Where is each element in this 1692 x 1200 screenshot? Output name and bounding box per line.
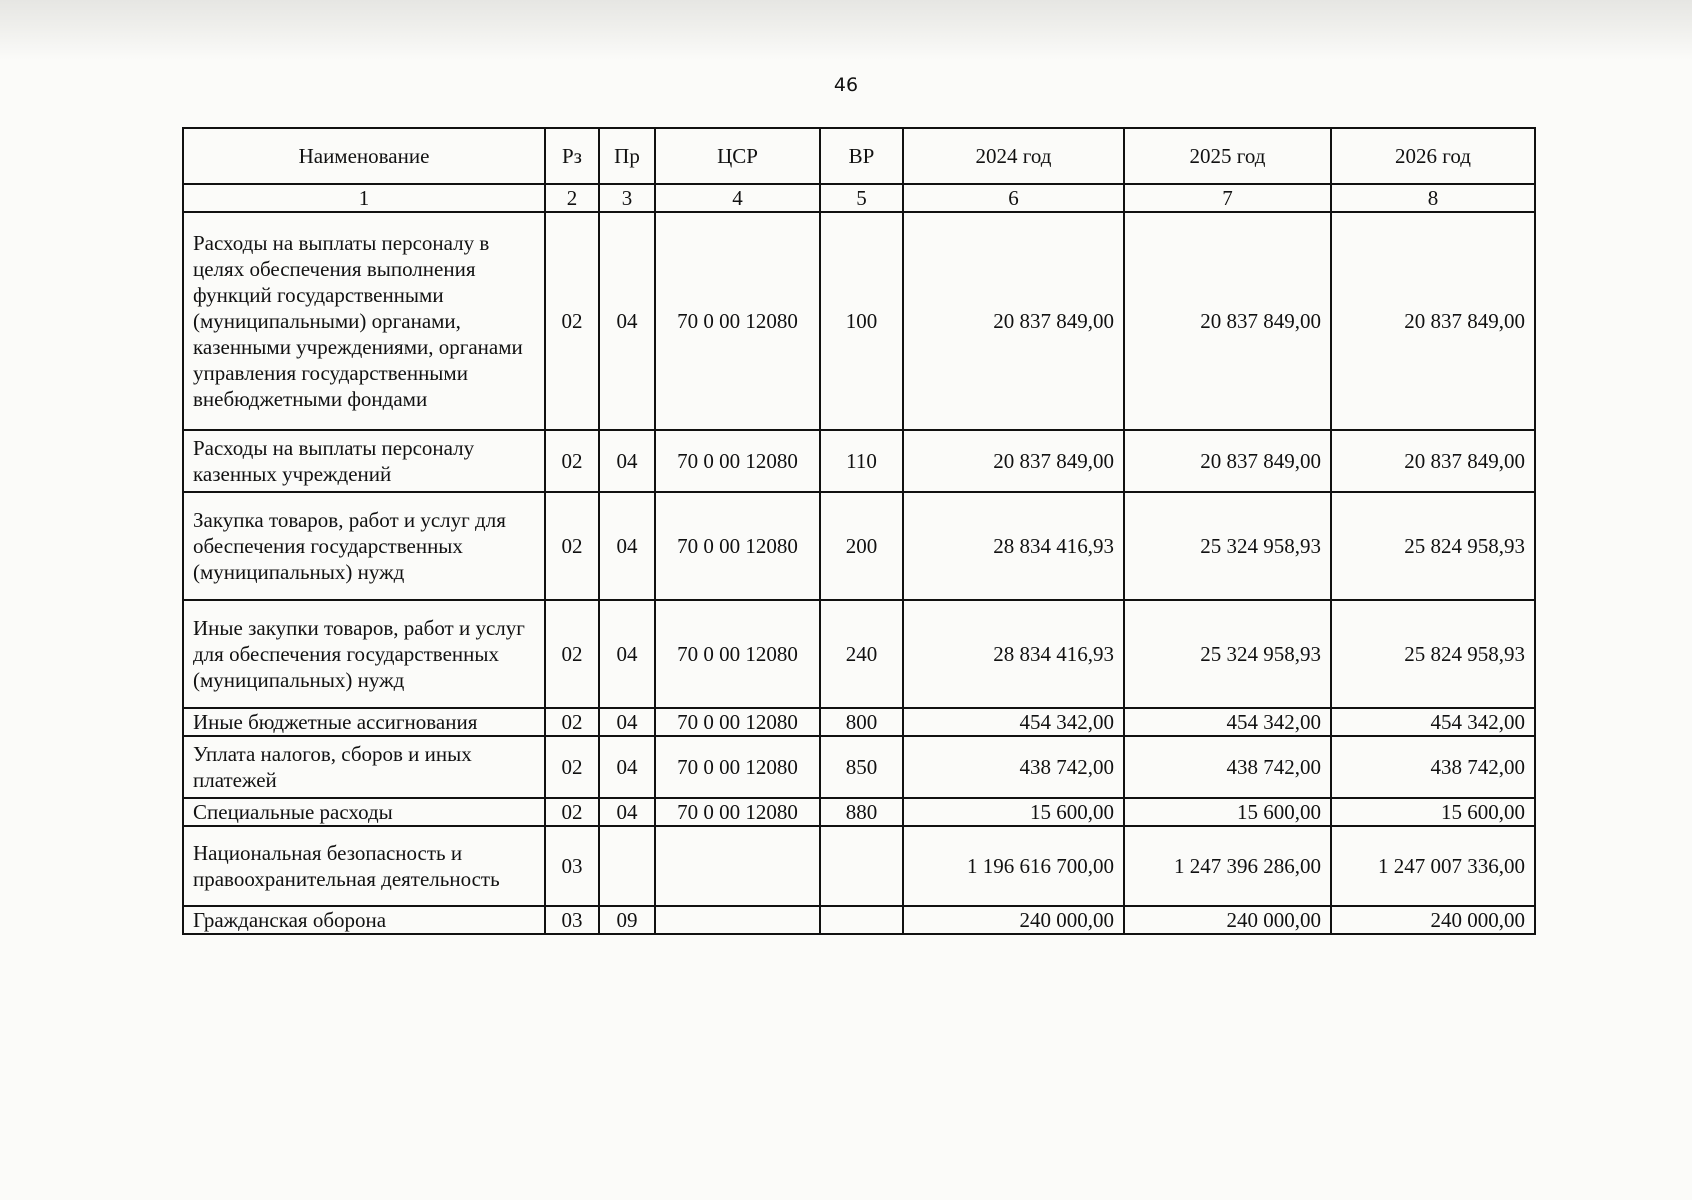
table-row [183, 906, 1535, 934]
cell-2026: 240 000,00 [1331, 906, 1535, 934]
column-number: 1 [183, 184, 545, 212]
header-vr: ВР [820, 128, 903, 184]
cell-rz: 03 [545, 906, 599, 934]
cell-csr: 70 0 00 12080 [655, 430, 820, 492]
cell-csr: 70 0 00 12080 [655, 492, 820, 600]
cell-vr: 200 [820, 492, 903, 600]
budget-table [182, 127, 1536, 935]
cell-2026: 454 342,00 [1331, 708, 1535, 736]
header-2026: 2026 год [1331, 128, 1535, 184]
cell-2025: 25 324 958,93 [1124, 492, 1331, 600]
cell-vr [820, 826, 903, 906]
cell-rz: 02 [545, 798, 599, 826]
cell-name: Иные бюджетные ассигнования [183, 708, 545, 736]
table-row [183, 492, 1535, 600]
column-number: 2 [545, 184, 599, 212]
column-number-row [183, 184, 1535, 212]
cell-csr [655, 906, 820, 934]
cell-2024: 240 000,00 [903, 906, 1124, 934]
table-row [183, 430, 1535, 492]
cell-pr: 04 [599, 492, 655, 600]
cell-2024: 28 834 416,93 [903, 492, 1124, 600]
cell-pr: 04 [599, 736, 655, 798]
table-row [183, 600, 1535, 708]
cell-pr: 04 [599, 430, 655, 492]
cell-rz: 02 [545, 736, 599, 798]
cell-2025: 15 600,00 [1124, 798, 1331, 826]
page-number: 46 [833, 74, 859, 96]
cell-2026: 15 600,00 [1331, 798, 1535, 826]
cell-2026: 25 824 958,93 [1331, 600, 1535, 708]
cell-csr [655, 826, 820, 906]
header-pr: Пр [599, 128, 655, 184]
cell-2026: 20 837 849,00 [1331, 212, 1535, 430]
column-number: 6 [903, 184, 1124, 212]
cell-2026: 20 837 849,00 [1331, 430, 1535, 492]
cell-2025: 20 837 849,00 [1124, 430, 1331, 492]
scan-edge-shading [0, 0, 1692, 60]
cell-2025: 454 342,00 [1124, 708, 1331, 736]
cell-vr: 880 [820, 798, 903, 826]
column-number: 7 [1124, 184, 1331, 212]
cell-2026: 438 742,00 [1331, 736, 1535, 798]
cell-vr: 110 [820, 430, 903, 492]
cell-csr: 70 0 00 12080 [655, 600, 820, 708]
cell-rz: 02 [545, 430, 599, 492]
column-number: 5 [820, 184, 903, 212]
column-number: 4 [655, 184, 820, 212]
table-row [183, 798, 1535, 826]
cell-2025: 1 247 396 286,00 [1124, 826, 1331, 906]
header-row [183, 128, 1535, 184]
cell-name: Расходы на выплаты персоналу в целях обеспечения выполнения функций государственными (муниципальными) органами, казенными учреждениями, органами управления государственными внебюджетными фондами [183, 212, 545, 430]
cell-2026: 1 247 007 336,00 [1331, 826, 1535, 906]
table-row [183, 212, 1535, 430]
cell-2024: 454 342,00 [903, 708, 1124, 736]
cell-2024: 20 837 849,00 [903, 212, 1124, 430]
cell-csr: 70 0 00 12080 [655, 708, 820, 736]
header-rz: Рз [545, 128, 599, 184]
cell-rz: 02 [545, 708, 599, 736]
header-2025: 2025 год [1124, 128, 1331, 184]
cell-csr: 70 0 00 12080 [655, 736, 820, 798]
cell-2024: 1 196 616 700,00 [903, 826, 1124, 906]
cell-name: Закупка товаров, работ и услуг для обеспечения государственных (муниципальных) нужд [183, 492, 545, 600]
cell-name: Специальные расходы [183, 798, 545, 826]
cell-2024: 438 742,00 [903, 736, 1124, 798]
cell-name: Национальная безопасность и правоохранительная деятельность [183, 826, 545, 906]
cell-csr: 70 0 00 12080 [655, 212, 820, 430]
cell-csr: 70 0 00 12080 [655, 798, 820, 826]
cell-2024: 15 600,00 [903, 798, 1124, 826]
cell-2025: 438 742,00 [1124, 736, 1331, 798]
cell-2025: 240 000,00 [1124, 906, 1331, 934]
cell-2024: 20 837 849,00 [903, 430, 1124, 492]
column-number: 8 [1331, 184, 1535, 212]
cell-name: Гражданская оборона [183, 906, 545, 934]
cell-pr: 04 [599, 600, 655, 708]
cell-2026: 25 824 958,93 [1331, 492, 1535, 600]
cell-2025: 20 837 849,00 [1124, 212, 1331, 430]
cell-name: Расходы на выплаты персоналу казенных учреждений [183, 430, 545, 492]
header-2024: 2024 год [903, 128, 1124, 184]
cell-vr: 800 [820, 708, 903, 736]
cell-name: Иные закупки товаров, работ и услуг для обеспечения государственных (муниципальных) нужд [183, 600, 545, 708]
cell-pr: 04 [599, 798, 655, 826]
cell-vr: 850 [820, 736, 903, 798]
header-csr: ЦСР [655, 128, 820, 184]
column-number: 3 [599, 184, 655, 212]
cell-pr [599, 826, 655, 906]
cell-vr [820, 906, 903, 934]
table-row [183, 826, 1535, 906]
cell-rz: 02 [545, 492, 599, 600]
cell-rz: 03 [545, 826, 599, 906]
table-row [183, 708, 1535, 736]
cell-pr: 04 [599, 708, 655, 736]
cell-vr: 240 [820, 600, 903, 708]
cell-name: Уплата налогов, сборов и иных платежей [183, 736, 545, 798]
cell-pr: 09 [599, 906, 655, 934]
cell-rz: 02 [545, 212, 599, 430]
cell-pr: 04 [599, 212, 655, 430]
cell-2024: 28 834 416,93 [903, 600, 1124, 708]
cell-rz: 02 [545, 600, 599, 708]
cell-vr: 100 [820, 212, 903, 430]
table-row [183, 736, 1535, 798]
cell-2025: 25 324 958,93 [1124, 600, 1331, 708]
header-name: Наименование [183, 128, 545, 184]
